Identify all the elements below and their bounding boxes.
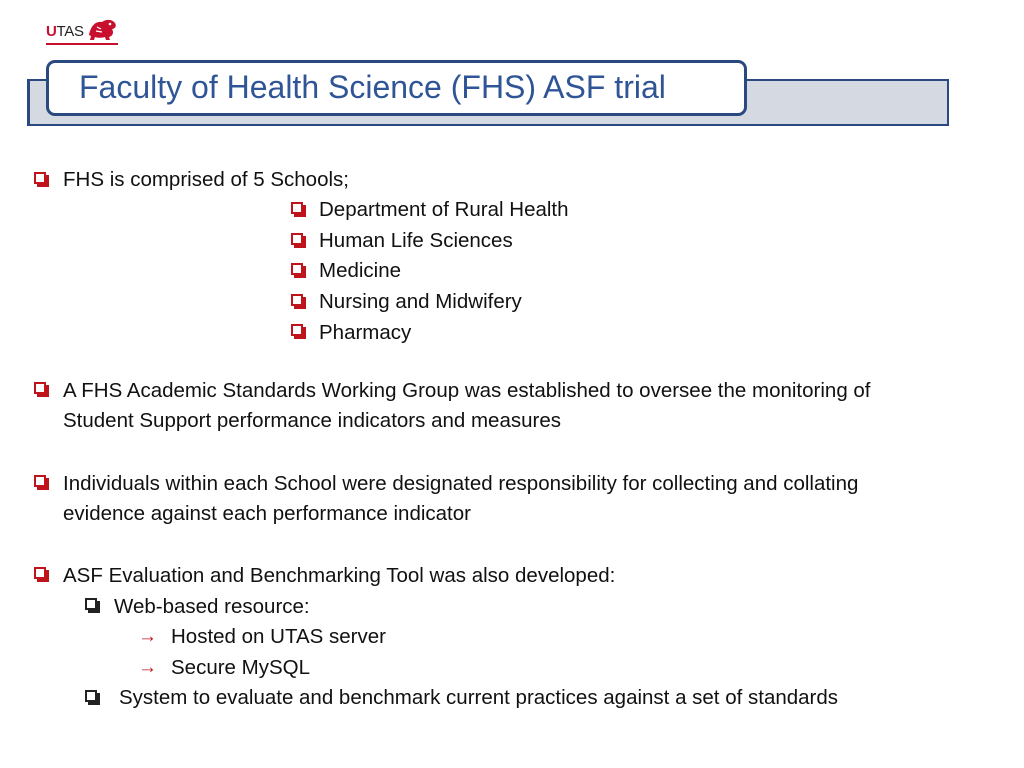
arrow-right-icon: → <box>138 626 157 647</box>
checkbox-bullet-icon <box>291 294 303 306</box>
checkbox-bullet-icon <box>34 382 46 394</box>
sub-mysql: Secure MySQL <box>171 656 310 679</box>
checkbox-bullet-icon <box>291 263 303 275</box>
school-item: Human Life Sciences <box>319 229 513 252</box>
checkbox-bullet-icon <box>34 567 46 579</box>
logo-text: UTAS <box>46 23 84 40</box>
checkbox-bullet-icon <box>34 172 46 184</box>
checkbox-bullet-icon <box>291 202 303 214</box>
bullet-individuals-line2: evidence against each performance indicator <box>63 502 471 525</box>
bullet-working-group-line1: A FHS Academic Standards Working Group was established to oversee the monitoring of <box>63 379 871 402</box>
bullet-asf-tool: ASF Evaluation and Benchmarking Tool was also developed: <box>63 564 616 587</box>
sub-hosted: Hosted on UTAS server <box>171 625 386 648</box>
sub-system: System to evaluate and benchmark current practices against a set of standards <box>119 686 839 709</box>
school-item: Medicine <box>319 259 402 282</box>
checkbox-bullet-icon <box>291 233 303 245</box>
checkbox-bullet-icon <box>85 598 97 610</box>
bullet-working-group-line2: Student Support performance indicators and measures <box>63 409 561 432</box>
title-box <box>46 60 747 116</box>
checkbox-bullet-icon <box>291 324 303 336</box>
logo-underline <box>46 43 118 45</box>
checkbox-bullet-icon <box>34 475 46 487</box>
sub-web-based: Web-based resource: <box>114 595 310 618</box>
arrow-right-icon: → <box>138 657 157 678</box>
school-item: Department of Rural Health <box>319 198 569 221</box>
lion-crest-icon <box>86 17 118 41</box>
school-item: Pharmacy <box>319 321 412 344</box>
bullet-fhs-schools: FHS is comprised of 5 Schools; <box>63 168 349 191</box>
bullet-individuals-line1: Individuals within each School were designated responsibility for collecting and collating <box>63 472 859 495</box>
checkbox-bullet-icon <box>85 690 97 702</box>
school-item: Nursing and Midwifery <box>319 290 522 313</box>
utas-logo <box>46 16 120 46</box>
slide-title: Faculty of Health Science (FHS) ASF trial <box>79 69 666 105</box>
